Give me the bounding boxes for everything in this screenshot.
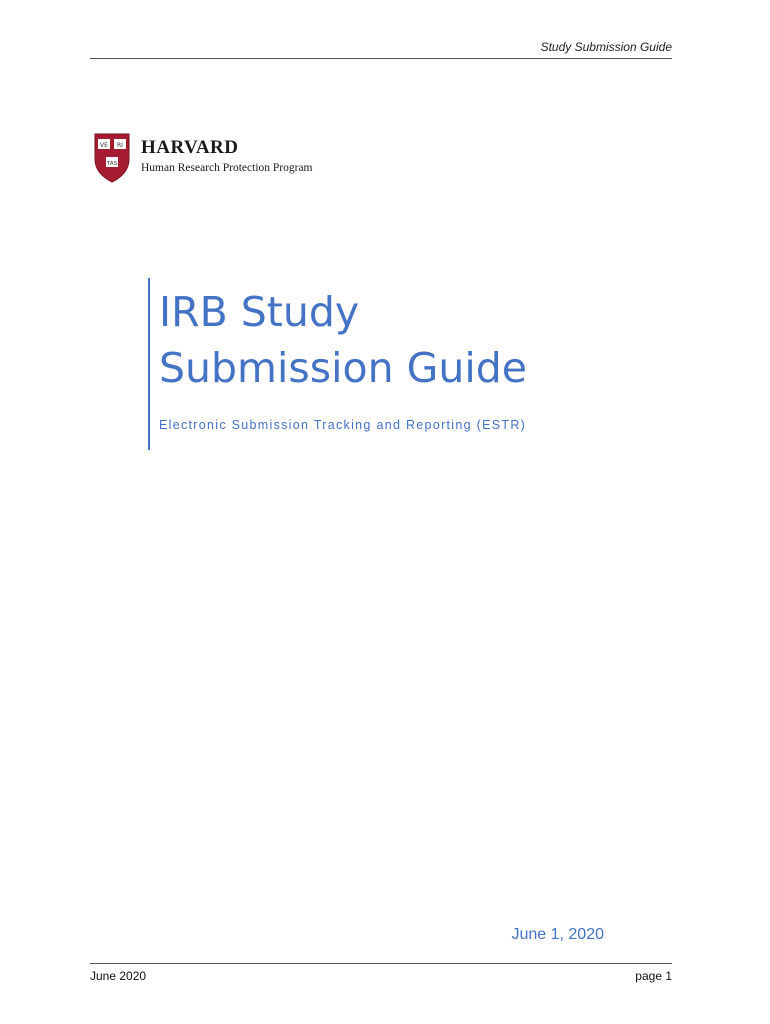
logo-name: HARVARD: [141, 137, 239, 158]
harvard-shield-icon: [94, 133, 130, 183]
footer-date: June 2020: [90, 969, 147, 983]
logo-subtitle: Human Research Protection Program: [141, 162, 313, 174]
document-subtitle: Electronic Submission Tracking and Reporting (ESTR): [159, 418, 527, 432]
page-number: page 1: [635, 969, 672, 983]
header-title: Study Submission Guide: [540, 40, 672, 54]
harvard-logo: [94, 133, 354, 185]
document-date: June 1, 2020: [511, 926, 604, 943]
page-footer: [90, 963, 672, 988]
shield-text-ri: RI: [117, 142, 123, 149]
shield-text-tas: TAS: [106, 161, 118, 167]
title-line-1: IRB Study: [159, 288, 360, 336]
page-header: [90, 40, 672, 59]
title-block: [148, 278, 600, 450]
title-line-2: Submission Guide: [159, 344, 527, 392]
shield-text-ve: VE: [100, 142, 108, 149]
document-title: [159, 284, 599, 396]
